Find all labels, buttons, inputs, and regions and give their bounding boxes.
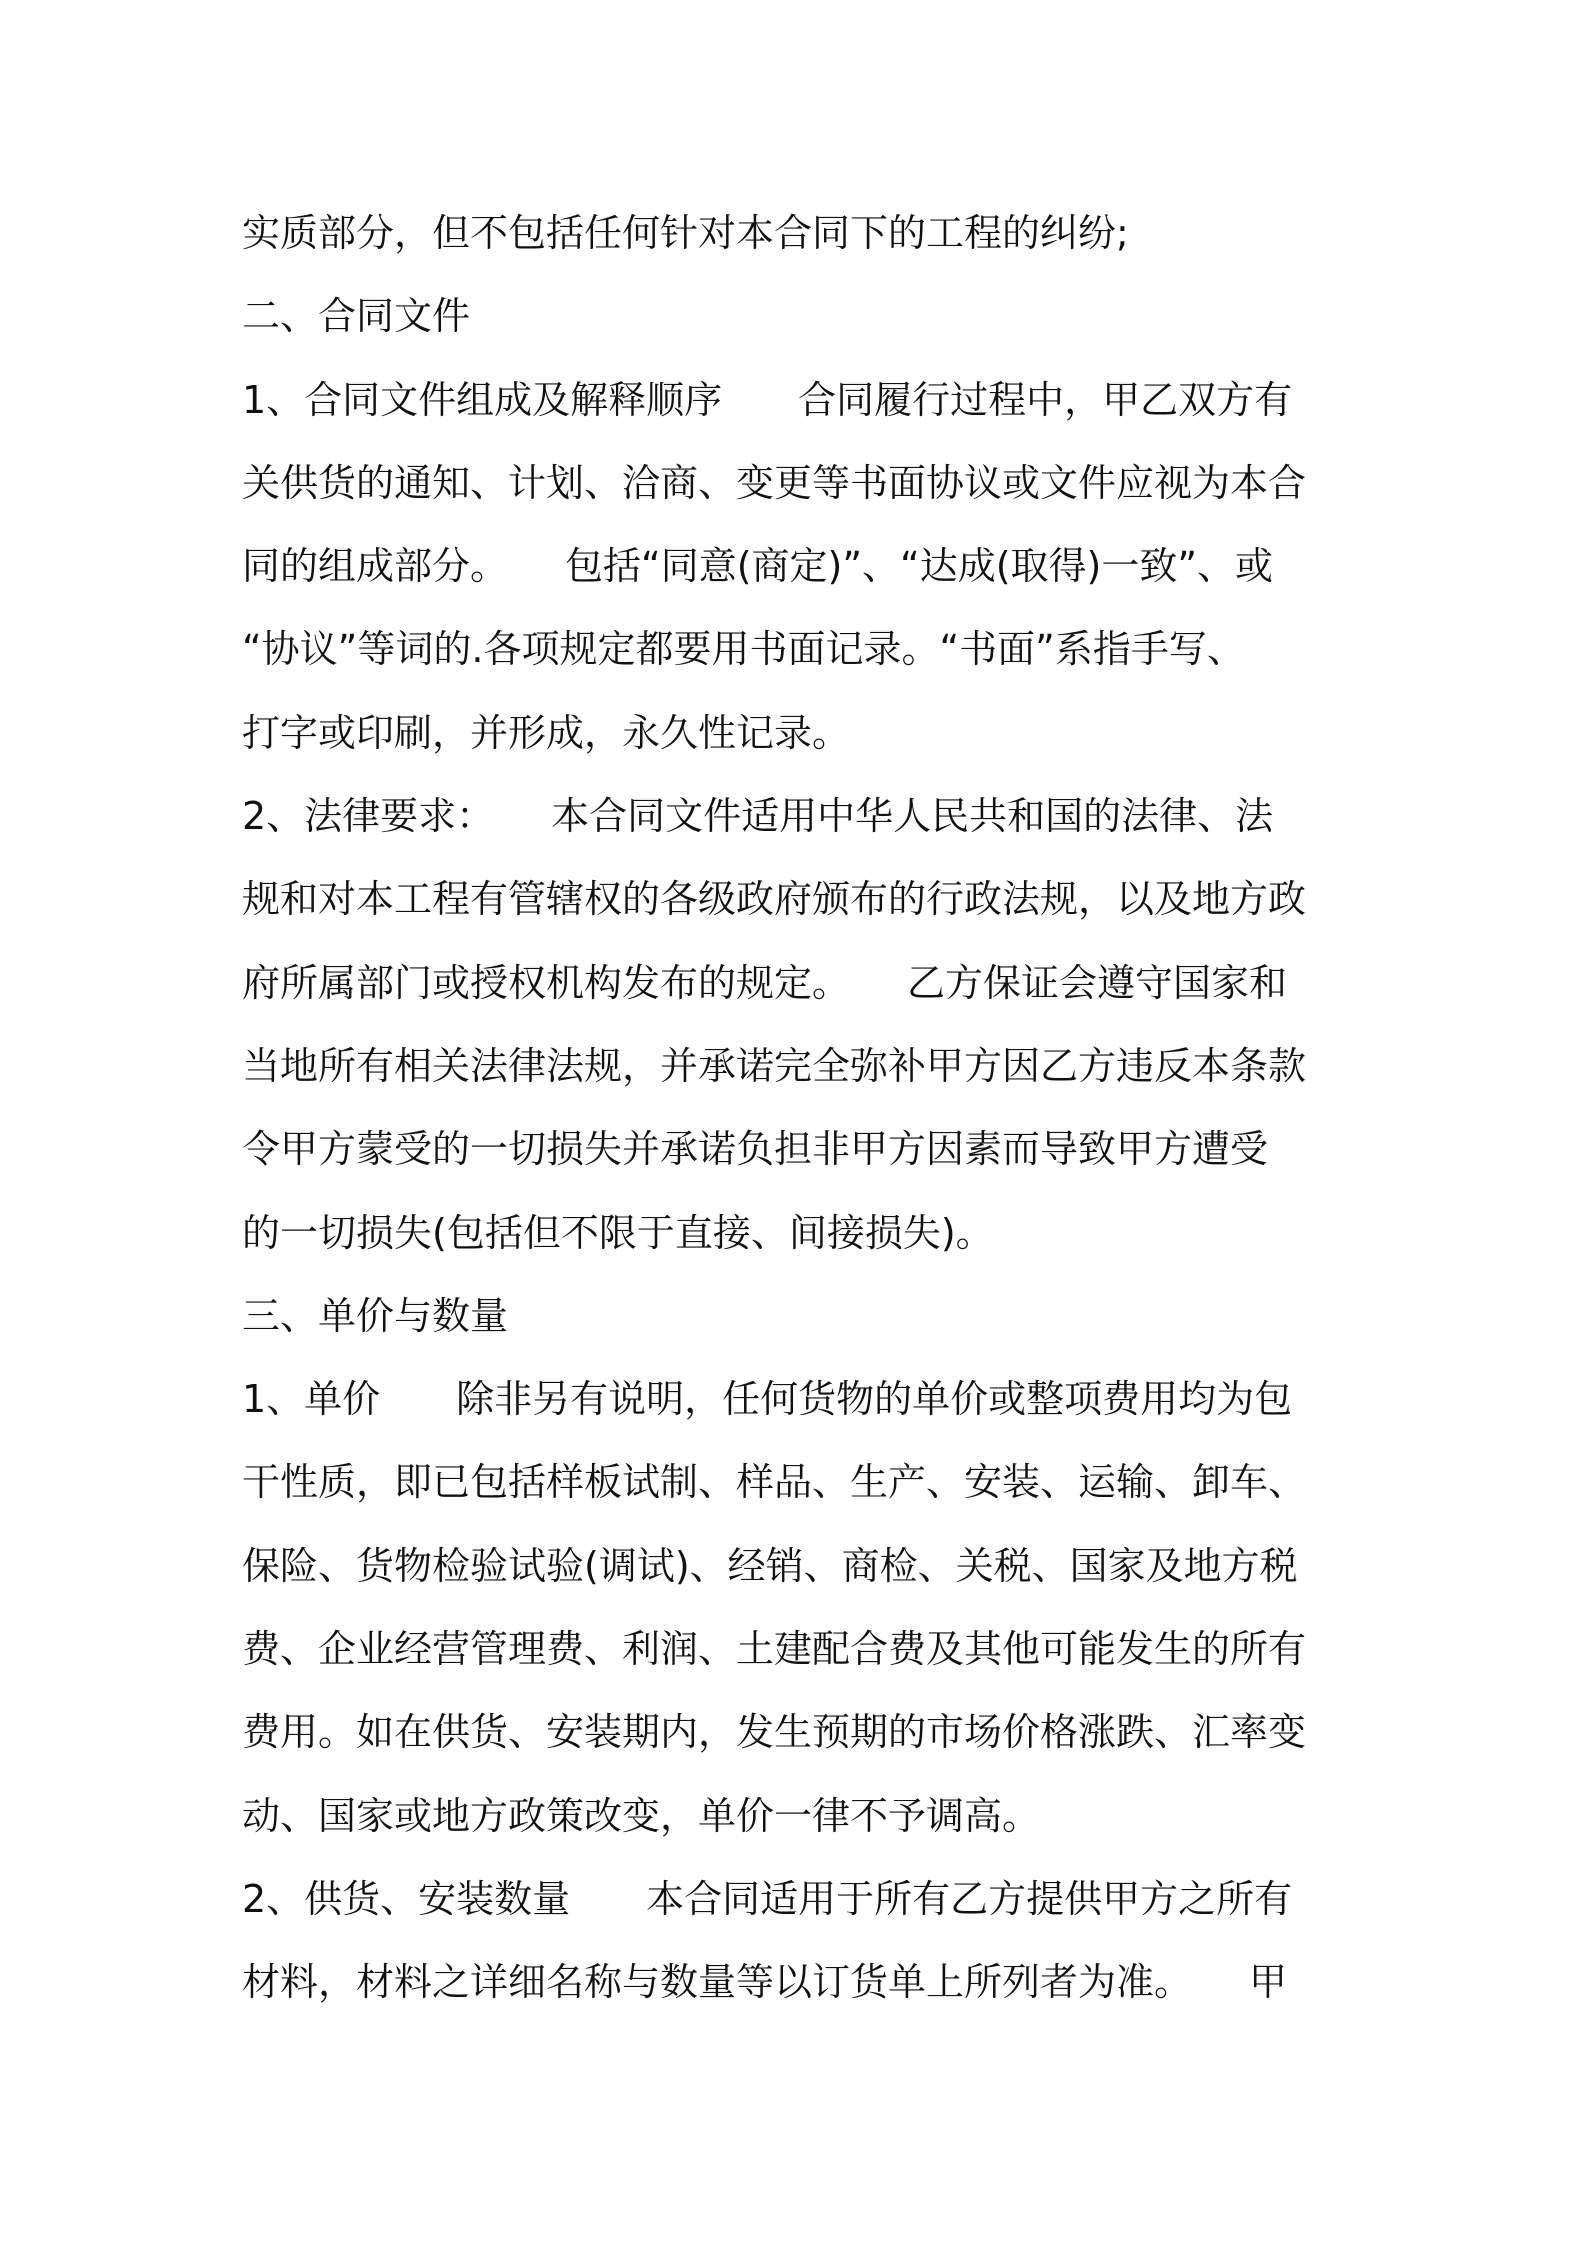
contract-text (242, 192, 1357, 2025)
text-line: 2、法律要求： 本合同文件适用中华人民共和国的法律、法 (242, 794, 1274, 839)
text-line: 材料，材料之详细名称与数量等以订货单上所列者为准。 甲 (242, 1960, 1288, 2005)
section-heading-unit-price-quantity: 三、单价与数量 (242, 1293, 509, 1338)
text-line: 费用。如在供货、安装期内，发生预期的市场价格涨跌、汇率变 (242, 1710, 1307, 1755)
text-line: 动、国家或地方政策改变，单价一律不予调高。 (242, 1793, 1041, 1838)
text-line: 2、供货、安装数量 本合同适用于所有乙方提供甲方之所有 (242, 1876, 1293, 1921)
text-line: 1、合同文件组成及解释顺序 合同履行过程中，甲乙双方有 (242, 377, 1293, 422)
text-line: 当地所有相关法律法规，并承诺完全弥补甲方因乙方违反本条款 (242, 1043, 1307, 1088)
text-line: 实质部分，但不包括任何针对本合同下的工程的纠纷; (242, 211, 1129, 255)
text-line: 干性质，即已包括样板试制、样品、生产、安装、运输、卸车、 (242, 1460, 1307, 1505)
text-line: 的一切损失(包括但不限于直接、间接损失)。 (242, 1210, 994, 1255)
text-line: 府所属部门或授权机构发布的规定。 乙方保证会遵守国家和 (242, 960, 1288, 1005)
text-line: 令甲方蒙受的一切损失并承诺负担非甲方因素而导致甲方遭受 (242, 1127, 1269, 1172)
text-line: 费、企业经营管理费、利润、土建配合费及其他可能发生的所有 (242, 1627, 1307, 1672)
text-line: “协议”等词的.各项规定都要用书面记录。“书面”系指手写、 (242, 627, 1245, 672)
text-line: 规和对本工程有管辖权的各级政府颁布的行政法规，以及地方政 (242, 877, 1307, 922)
text-line: 1、单价 除非另有说明，任何货物的单价或整项费用均为包 (242, 1377, 1293, 1422)
section-heading-contract-documents: 二、合同文件 (242, 294, 471, 339)
text-line: 关供货的通知、计划、洽商、变更等书面协议或文件应视为本合 (242, 460, 1307, 505)
text-line: 保险、货物检验试验(调试)、经销、商检、关税、国家及地方税 (242, 1543, 1298, 1588)
text-line: 同的组成部分。 包括“同意(商定)”、“达成(取得)一致”、或 (242, 544, 1274, 589)
text-line: 打字或印刷，并形成，永久性记录。 (242, 710, 851, 755)
